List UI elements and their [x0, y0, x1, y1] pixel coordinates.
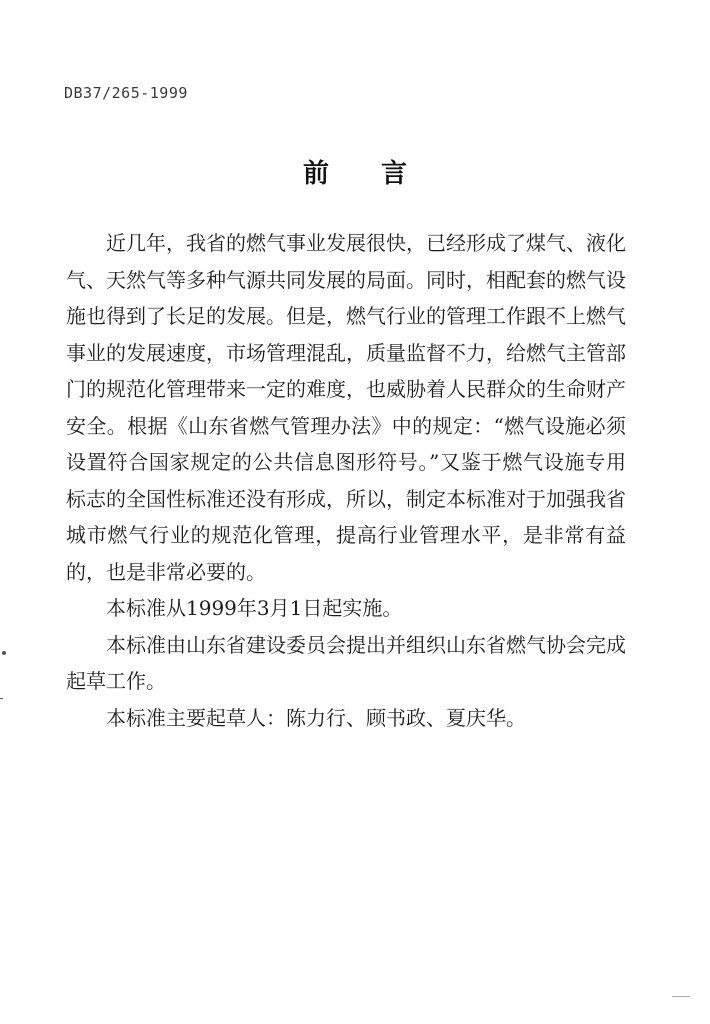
paragraph-effective-date: 本标准从1999年3月1日起实施。 [106, 596, 403, 620]
paragraph-background: 近几年，我省的燃气事业发展很快，已经形成了煤气、液化气、天然气等多种气源共同发展的局面。同时，相配套的燃气设施也得到了长足的发展。但是，燃气行业的管理工作跟不上燃气事业的发展速度，市场管理混乱，质量监督不力，给燃气主管部门的规范化管理带来一定的难度，也威胁着人民群众的生命财产安全。根据《山东省燃气管理办法》中的规定：“燃气设施必须设置符合国家规定的公共信息图形符号。”又鉴于燃气设施专用标志的全国性标准还没有形成，所以，制定本标准对于加强我省城市燃气行业的规范化管理，提高行业管理水平，是非常有益的，也是非常必要的。 [66, 231, 626, 584]
standard-code: DB37/265-1999 [64, 84, 188, 102]
scan-speck [672, 996, 690, 997]
paragraph-drafters: 本标准主要起草人：陈力行、顾书政、夏庆华。 [106, 705, 526, 730]
scan-speck [0, 698, 3, 699]
page-title: 前言 [302, 159, 459, 189]
foreword-body [66, 225, 626, 736]
paragraph-drafting-org: 本标准由山东省建设委员会提出并组织山东省燃气协会完成起草工作。 [66, 632, 626, 693]
scan-speck [2, 651, 6, 655]
